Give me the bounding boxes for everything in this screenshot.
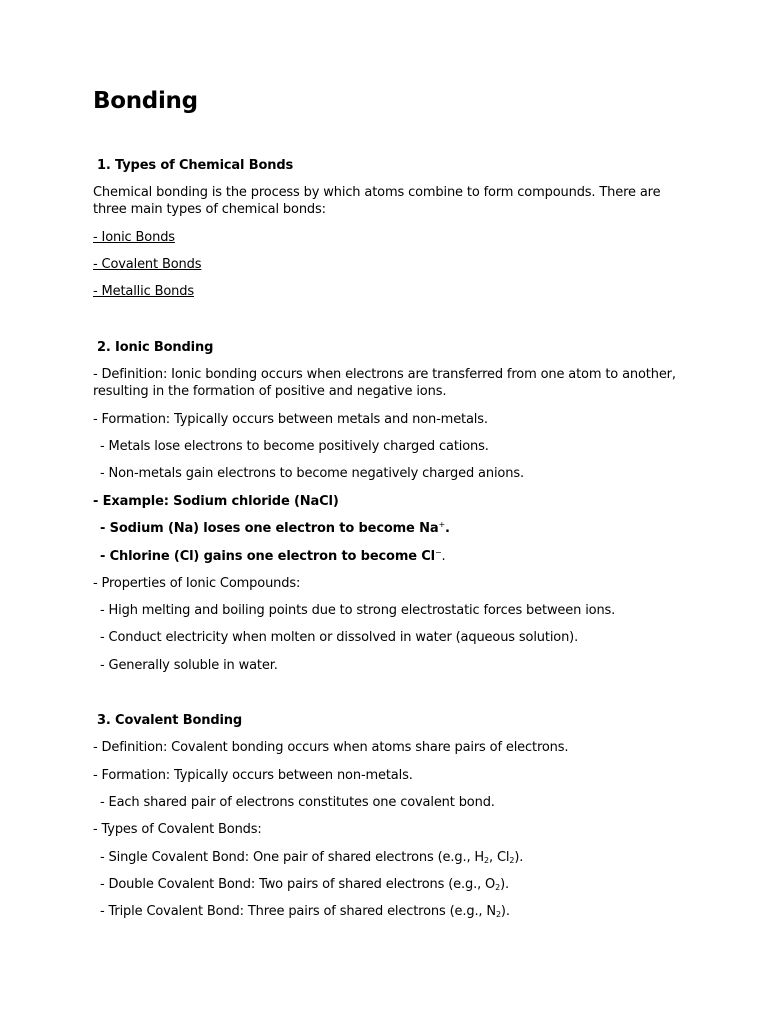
triple-text: - Triple Covalent Bond: Three pairs of shared electrons (e.g., N bbox=[100, 904, 496, 919]
ionic-property-3: - Generally soluble in water. bbox=[100, 658, 278, 673]
page-title: Bonding bbox=[93, 88, 198, 114]
double-text: - Double Covalent Bond: Two pairs of shared electrons (e.g., O bbox=[100, 877, 496, 892]
ionic-nonmetals: - Non-metals gain electrons to become negatively charged anions. bbox=[100, 466, 524, 481]
double-end: ). bbox=[500, 877, 509, 892]
ionic-example: - Example: Sodium chloride (NaCl) bbox=[93, 494, 339, 509]
intro-paragraph: Chemical bonding is the process by which atoms combine to form compounds. There are three main types of chemical bonds: bbox=[93, 185, 661, 217]
ionic-property-1: - High melting and boiling points due to strong electrostatic forces between ions. bbox=[100, 603, 616, 618]
triple-sub-n: 2 bbox=[495, 910, 501, 919]
ionic-chlorine bbox=[100, 548, 446, 565]
ionic-sodium bbox=[100, 520, 450, 537]
chlorine-charge: − bbox=[434, 548, 442, 557]
covalent-double bbox=[100, 876, 509, 893]
covalent-definition: - Definition: Covalent bonding occurs when atoms share pairs of electrons. bbox=[93, 740, 569, 755]
list-item-ionic-bonds: - Ionic Bonds bbox=[93, 230, 175, 245]
ionic-definition: - Definition: Ionic bonding occurs when electrons are transferred from one atom to another, resulting in the formation of positive and negative ions. bbox=[93, 367, 676, 399]
sodium-text: - Sodium (Na) loses one electron to become Na bbox=[100, 521, 439, 536]
covalent-formation: - Formation: Typically occurs between non-metals. bbox=[93, 768, 413, 783]
single-mid: , Cl bbox=[489, 850, 510, 865]
ionic-properties: - Properties of Ionic Compounds: bbox=[93, 576, 301, 591]
section-heading-ionic: 2. Ionic Bonding bbox=[97, 340, 214, 355]
section-heading-covalent: 3. Covalent Bonding bbox=[97, 713, 243, 728]
sodium-period: . bbox=[445, 521, 450, 536]
ionic-metals: - Metals lose electrons to become positively charged cations. bbox=[100, 439, 489, 454]
covalent-triple bbox=[100, 903, 510, 920]
chlorine-period: . bbox=[441, 549, 446, 564]
sodium-charge: + bbox=[438, 520, 446, 529]
single-sub-cl: 2 bbox=[509, 856, 515, 865]
single-text: - Single Covalent Bond: One pair of shared electrons (e.g., H bbox=[100, 850, 485, 865]
single-end: ). bbox=[514, 850, 524, 865]
list-item-metallic-bonds: - Metallic Bonds bbox=[93, 284, 194, 299]
covalent-single bbox=[100, 849, 523, 866]
chlorine-text: - Chlorine (Cl) gains one electron to become Cl bbox=[100, 549, 435, 564]
section-heading-types: 1. Types of Chemical Bonds bbox=[97, 158, 294, 173]
covalent-shared-pair: - Each shared pair of electrons constitutes one covalent bond. bbox=[100, 795, 495, 810]
triple-end: ). bbox=[500, 904, 510, 919]
covalent-types: - Types of Covalent Bonds: bbox=[93, 822, 262, 837]
list-item-covalent-bonds: - Covalent Bonds bbox=[93, 257, 202, 272]
ionic-formation: - Formation: Typically occurs between metals and non-metals. bbox=[93, 412, 488, 427]
ionic-property-2: - Conduct electricity when molten or dissolved in water (aqueous solution). bbox=[100, 630, 579, 645]
double-sub-o: 2 bbox=[495, 883, 501, 892]
single-sub-h: 2 bbox=[484, 856, 489, 865]
